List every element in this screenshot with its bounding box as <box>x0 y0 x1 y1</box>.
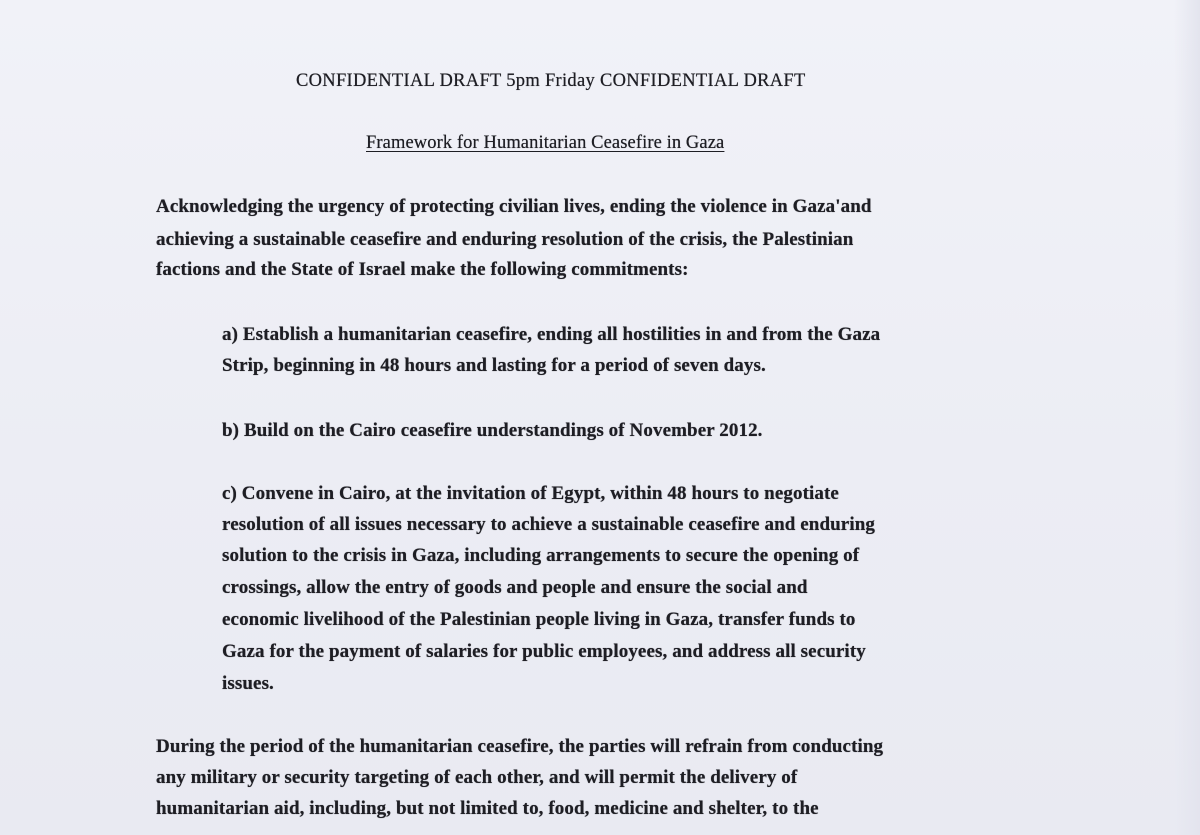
item-c-line: resolution of all issues necessary to achieve a sustainable ceasefire and enduring <box>222 514 875 535</box>
item-c-line: solution to the crisis in Gaza, including arrangements to secure the opening of <box>222 545 860 566</box>
closing-line: During the period of the humanitarian ceasefire, the parties will refrain from conducting <box>156 736 884 757</box>
item-c-line: Gaza for the payment of salaries for public employees, and address all security <box>222 641 866 662</box>
item-c-line: crossings, allow the entry of goods and people and ensure the social and <box>222 577 808 598</box>
item-c-line: issues. <box>222 673 274 694</box>
intro-line: achieving a sustainable ceasefire and enduring resolution of the crisis, the Palestinian <box>156 229 854 250</box>
item-b-line: b) Build on the Cairo ceasefire understandings of November 2012. <box>222 420 763 441</box>
item-a-line: Strip, beginning in 48 hours and lasting for a period of seven days. <box>222 355 766 376</box>
page-edge-shadow <box>1174 0 1200 835</box>
intro-line: factions and the State of Israel make the following commitments: <box>156 259 689 280</box>
item-a-line: a) Establish a humanitarian ceasefire, ending all hostilities in and from the Gaza <box>222 324 881 345</box>
item-c-line: c) Convene in Cairo, at the invitation of Egypt, within 48 hours to negotiate <box>222 483 839 504</box>
closing-line: humanitarian aid, including, but not limited to, food, medicine and shelter, to the <box>156 798 819 819</box>
closing-line: any military or security targeting of each other, and will permit the delivery of <box>156 767 798 788</box>
item-c-line: economic livelihood of the Palestinian people living in Gaza, transfer funds to <box>222 609 856 630</box>
document-title: Framework for Humanitarian Ceasefire in Gaza <box>366 133 725 153</box>
confidential-header: CONFIDENTIAL DRAFT 5pm Friday CONFIDENTIAL DRAFT <box>296 71 806 91</box>
intro-line: Acknowledging the urgency of protecting civilian lives, ending the violence in Gaza'and <box>156 196 872 217</box>
